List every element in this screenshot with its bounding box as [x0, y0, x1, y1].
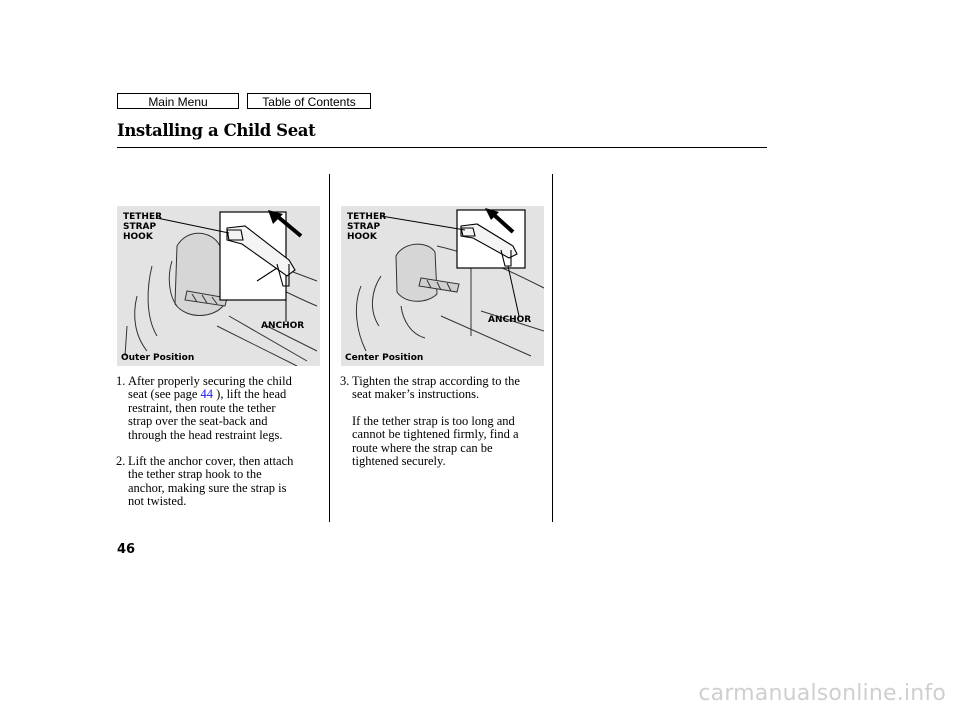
step-1-line-1: After properly securing the child	[128, 374, 292, 388]
page-44-link[interactable]: 44	[200, 387, 214, 402]
step-3-line-2: seat maker’s instructions.	[352, 387, 480, 402]
watermark: carmanualsonline.info	[698, 681, 946, 706]
step-1-number: 1.	[116, 374, 126, 388]
step-3-note	[352, 415, 519, 469]
page-title: Installing a Child Seat	[117, 121, 316, 140]
step-2-line-3: anchor, making sure the strap is	[128, 480, 287, 495]
center-position-illustration	[341, 206, 544, 366]
center-tether-strap-hook-label: TETHER STRAP HOOK	[347, 212, 387, 242]
step-1-line-2-end: ), lift the head	[213, 387, 287, 402]
step-2-line-2: the tether strap hook to the	[128, 467, 262, 482]
step-3-number: 3.	[340, 374, 350, 388]
main-menu-button[interactable]: Main Menu	[117, 93, 239, 109]
step-2-line-1: Lift the anchor cover, then attach	[128, 454, 294, 468]
column-divider-left	[329, 174, 330, 522]
center-position-caption: Center Position	[345, 353, 424, 363]
column-divider-right	[552, 174, 553, 522]
step-3-line-1: Tighten the strap according to the	[352, 374, 520, 388]
center-anchor-label: ANCHOR	[488, 315, 532, 325]
step-3-note-line-4: tightened securely.	[352, 454, 446, 469]
step-1-line-2-start: seat (see page	[128, 387, 201, 402]
step-1-line-5: through the head restraint legs.	[128, 427, 283, 442]
step-1-line-4: strap over the seat-back and	[128, 414, 268, 429]
step-2-line-4: not twisted.	[128, 494, 187, 509]
title-rule	[117, 147, 767, 148]
step-3-note-line-1: If the tether strap is too long and	[352, 414, 515, 428]
step-3-note-line-2: cannot be tightened firmly, find a	[352, 427, 519, 442]
step-1-line-2	[128, 388, 328, 401]
table-of-contents-button[interactable]: Table of Contents	[247, 93, 371, 109]
step-1-line-3: restraint, then route the tether	[128, 400, 276, 415]
step-2-number: 2.	[116, 454, 126, 468]
outer-position-illustration	[117, 206, 320, 366]
page-number: 46	[117, 542, 136, 557]
outer-tether-strap-hook-label: TETHER STRAP HOOK	[123, 212, 163, 242]
step-3-note-line-3: route where the strap can be	[352, 440, 493, 455]
outer-anchor-label: ANCHOR	[261, 321, 305, 331]
outer-position-caption: Outer Position	[121, 353, 195, 363]
